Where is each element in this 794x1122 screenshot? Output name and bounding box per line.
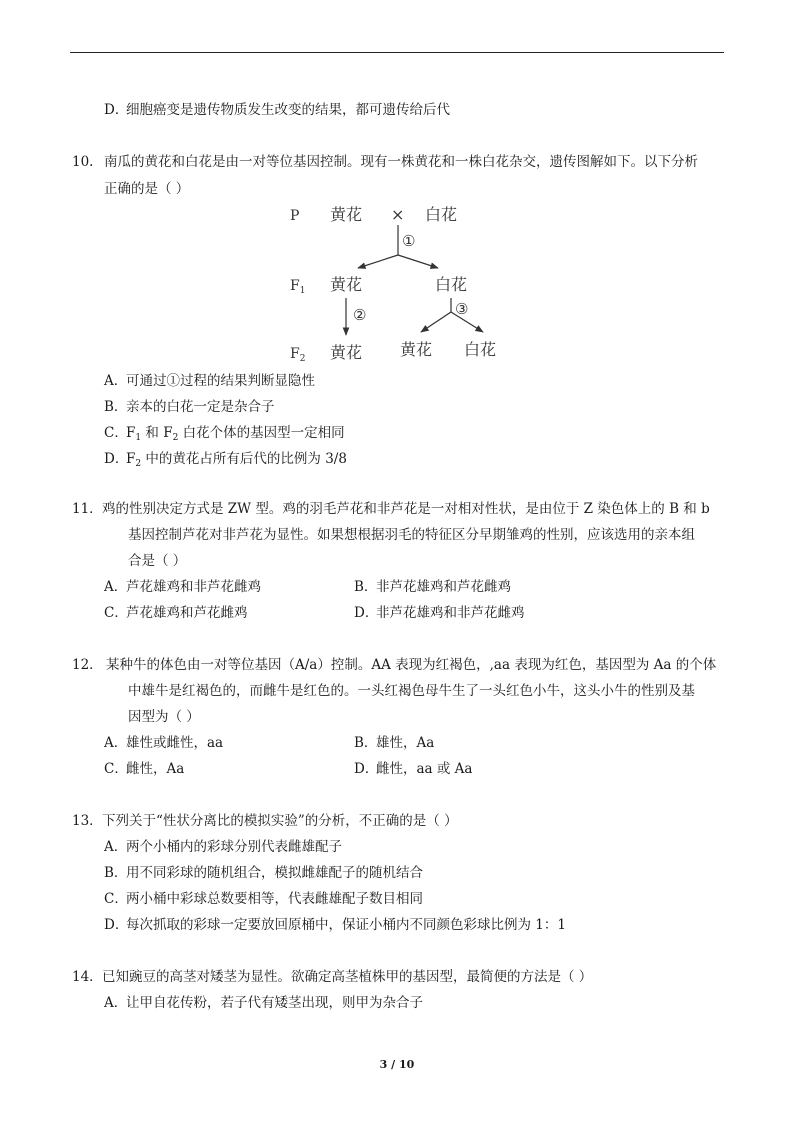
q10-option-a: A．可通过①过程的结果判断显隐性 (104, 373, 315, 389)
p-generation-label: P (290, 208, 300, 224)
q11-stem-line1: 11．鸡的性别决定方式是 ZW 型。鸡的羽毛芦花和非芦花是一对相对性状，是由位于 Z 染色体上的 B 和 b (72, 501, 710, 517)
option-text: 细胞癌变是遗传物质发生改变的结果，都可遗传给后代 (126, 102, 450, 118)
q11-option-b: B．非芦花雄鸡和芦花雌鸡 (354, 579, 511, 595)
q10-stem-line2: 正确的是（ ） (104, 181, 190, 197)
q12-stem-line3: 因型为（ ） (128, 709, 200, 725)
f2-generation-label: $F_2$ (290, 346, 306, 364)
q12-option-c: C．雌性，Aa (104, 761, 185, 777)
arrow-to-f1-white (398, 255, 438, 268)
q12-option-a: A．雄性或雌性，aa (104, 735, 224, 751)
q12-option-d: D．雌性，aa 或 Aa (354, 761, 473, 777)
f1-white-flower: 白花 (435, 275, 468, 294)
q10-option-d: D．$F_2$ 中的黄花占所有后代的比例为 3/8 (104, 451, 347, 469)
q10-option-b: B．亲本的白花一定是杂合子 (104, 399, 275, 415)
option-letter: D． (104, 102, 129, 118)
q12-stem-line1: 12． 某种牛的体色由一对等位基因（A/a）控制。AA 表现为红褐色，,aa 表现为红色，基因型为 Aa 的个体 (72, 657, 717, 673)
header-rule (70, 52, 724, 53)
q13-option-b: B．用不同彩球的随机组合，模拟雌雄配子的随机结合 (104, 865, 423, 881)
step-3-marker: ③ (455, 300, 469, 318)
question-number: 11． (72, 501, 103, 517)
q11-option-a: A．芦花雄鸡和非芦花雌鸡 (104, 579, 261, 595)
q13-option-d: D．每次抓取的彩球一定要放回原桶中，保证小桶内不同颜色彩球比例为 1：1 (104, 917, 566, 933)
f2-white-flower: 白花 (464, 340, 497, 359)
q11-option-d: D．非芦花雄鸡和非芦花雌鸡 (354, 605, 525, 621)
f2-yellow-flower-from-white: 黄花 (400, 340, 433, 359)
q11-stem-line3: 合是（ ） (128, 553, 187, 569)
page-number: 3 / 10 (379, 1058, 415, 1071)
q13-option-c: C．两小桶中彩球总数要相等，代表雌雄配子数目相同 (104, 891, 423, 907)
step-1-marker: ① (402, 232, 416, 250)
question-number: 12． (72, 657, 103, 673)
q14-option-a: A．让甲自花传粉，若子代有矮茎出现，则甲为杂合子 (104, 995, 423, 1011)
q10-stem-line1: 10. 南瓜的黄花和白花是由一对等位基因控制。现有一株黄花和一株白花杂交，遗传图解如下。以下分析 (72, 154, 698, 170)
arrow-to-f2-yellow (421, 312, 451, 332)
arrow-to-f1-yellow (358, 255, 398, 268)
q13-option-a: A．两个小桶内的彩球分别代表雌雄配子 (104, 839, 342, 855)
genetic-cross-diagram (280, 200, 510, 370)
f1-yellow-flower: 黄花 (330, 275, 363, 294)
p-white-flower: 白花 (425, 205, 458, 224)
question-number: 14． (72, 969, 103, 985)
question-number: 13． (72, 813, 103, 829)
question-number: 10. (72, 154, 94, 170)
q10-option-c: C．$F_1$ 和 $F_2$ 白花个体的基因型一定相同 (104, 425, 345, 443)
f2-yellow-flower: 黄花 (330, 343, 363, 362)
prev-option-d (104, 101, 450, 119)
q14-stem: 14．已知豌豆的高茎对矮茎为显性。欲确定高茎植株甲的基因型，最简便的方法是（ ） (72, 969, 593, 985)
q12-option-b: B．雄性，Aa (354, 735, 435, 751)
step-2-marker: ② (353, 306, 367, 324)
q11-stem-line2: 基因控制芦花对非芦花为显性。如果想根据羽毛的特征区分早期雏鸡的性别，应该选用的亲本组 (128, 527, 695, 543)
cross-symbol: × (391, 205, 405, 224)
p-yellow-flower: 黄花 (330, 205, 363, 224)
q12-stem-line2: 中雄牛是红褐色的，而雌牛是红色的。一头红褐色母牛生了一头红色小牛，这头小牛的性别及基 (128, 683, 695, 699)
q11-option-c: C．芦花雄鸡和芦花雌鸡 (104, 605, 248, 621)
q13-stem: 13．下列关于“性状分离比的模拟实验”的分析，不正确的是（ ） (72, 813, 458, 829)
f1-generation-label: $F_1$ (290, 278, 306, 296)
